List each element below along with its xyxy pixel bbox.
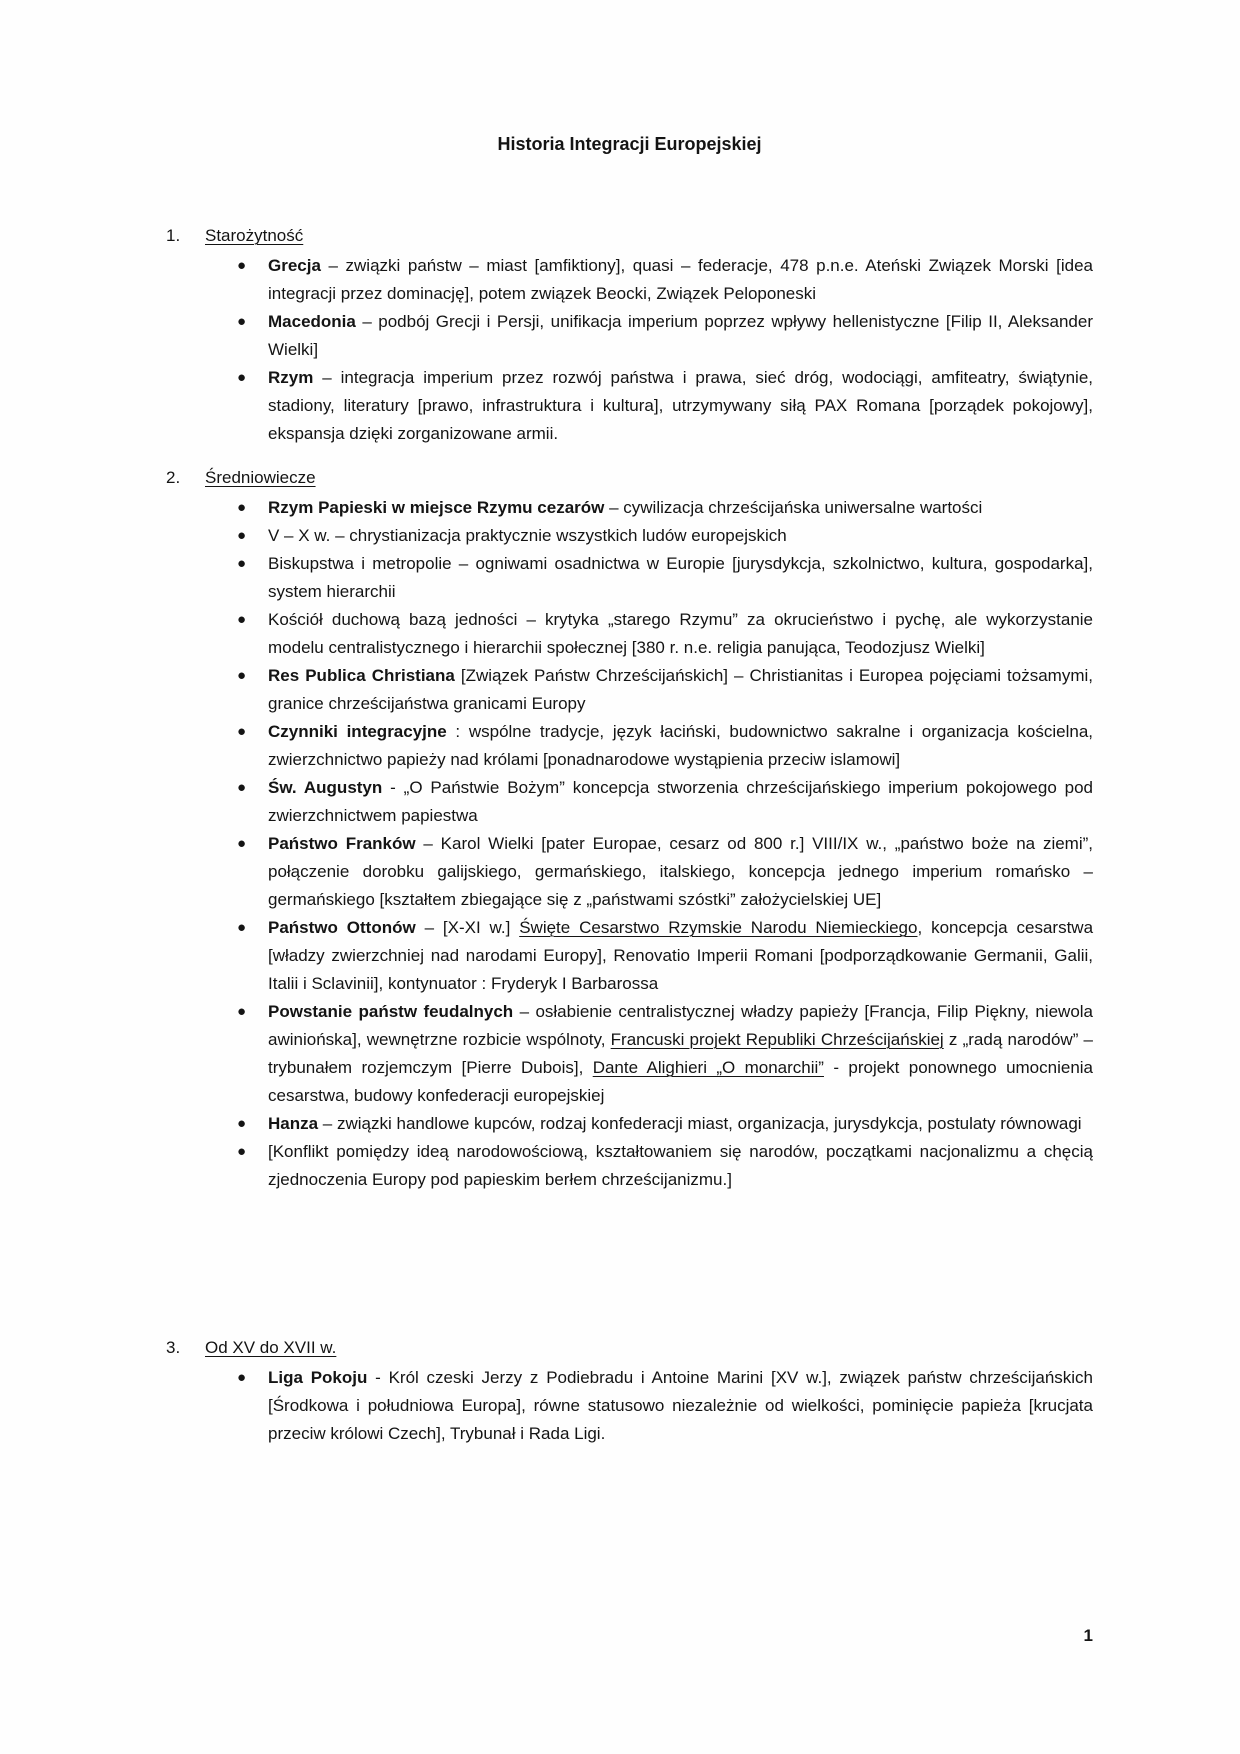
bullet-lead: Czynniki integracyjne	[268, 722, 447, 741]
bullet-item	[166, 494, 1093, 522]
bullet-text	[268, 494, 1093, 522]
bullet-body: – związki handlowe kupców, rodzaj konfederacji miast, organizacja, jurysdykcja, postulaty równowagi	[318, 1114, 1082, 1133]
section-od-xv-do-xvii	[166, 1334, 1093, 1448]
bullet-icon: ●	[237, 527, 247, 544]
bullet-body: [Konflikt pomiędzy ideą narodowościową, kształtowaniem się narodów, początkami nacjonalizmu a chęcią zjednoczenia Europy pod papieskim berłem chrześcijanizmu.]	[268, 1142, 1093, 1189]
bullet-text	[268, 718, 1093, 774]
bullet-text	[268, 998, 1093, 1110]
bullet-icon: ●	[237, 555, 247, 572]
bullet-item	[166, 1364, 1093, 1448]
bullet-body: – integracja imperium przez rozwój państwa i prawa, sieć dróg, wodociągi, amfiteatry, świątynie, stadiony, literatury [prawo, infrastruktura i kultura], utrzymywany siłą PAX Romana [porządek pokojowy], ekspansja dzięki zorganizowane armii.	[268, 368, 1093, 443]
section-heading	[166, 1334, 1093, 1362]
page-title: Historia Integracji Europejskiej	[497, 134, 762, 154]
bullet-text	[268, 364, 1093, 448]
bullet-body: – związki państw – miast [amfiktiony], quasi – federacje, 478 p.n.e. Ateński Związek Morski [idea integracji przez dominację], potem związek Beocki, Związek Peloponeski	[268, 256, 1093, 303]
bullet-body: - projekt ponownego umocnienia cesarstwa, budowy konfederacji europejskiej	[268, 1058, 1094, 1105]
bullet-body: V – X w. – chrystianizacja praktycznie wszystkich ludów europejskich	[268, 526, 787, 545]
bullet-item	[166, 914, 1093, 998]
bullet-lead: Res Publica Christiana	[268, 666, 455, 685]
bullet-body: – podbój Grecji i Persji, unifikacja imperium poprzez wpływy hellenistyczne [Filip II, Aleksander Wielki]	[268, 312, 1093, 359]
bullet-item	[166, 522, 1093, 550]
bullet-text	[268, 308, 1093, 364]
bullet-icon: ●	[237, 369, 247, 386]
section-starozytnosc	[166, 222, 1093, 448]
bullet-list	[166, 252, 1093, 448]
bullet-icon: ●	[237, 257, 247, 274]
bullet-body: - „O Państwie Bożym” koncepcja stworzenia chrześcijańskiego imperium pokojowego pod zwierzchnictwem papiestwa	[268, 778, 1093, 825]
bullet-item	[166, 308, 1093, 364]
bullet-lead: Państwo Ottonów	[268, 918, 416, 937]
bullet-body: z „radą narodów” – trybunałem rozjemczym [Pierre Dubois],	[268, 1030, 1094, 1077]
bullet-icon: ●	[237, 779, 247, 796]
bullet-icon: ●	[237, 723, 247, 740]
bullet-body: Kościół duchową bazą jedności – krytyka „starego Rzymu” za okrucieństwo i pychę, ale wykorzystanie modelu centralistycznego i hierarchii społecznej [380 r. n.e. religia panująca, Teodozjusz Wielki]	[268, 610, 1093, 657]
bullet-lead: Rzym	[268, 368, 314, 387]
bullet-item	[166, 774, 1093, 830]
bullet-text	[268, 830, 1093, 914]
bullet-text	[268, 1364, 1093, 1448]
bullet-lead: Św. Augustyn	[268, 778, 383, 797]
bullet-text	[268, 1110, 1093, 1138]
page-number: 1	[1083, 1626, 1093, 1645]
bullet-lead: Rzym Papieski w miejsce Rzymu cezarów	[268, 498, 605, 517]
bullet-icon: ●	[237, 667, 247, 684]
bullet-item	[166, 718, 1093, 774]
bullet-item	[166, 364, 1093, 448]
bullet-body: – Karol Wielki [pater Europae, cesarz od 800 r.] VIII/IX w., „państwo boże na ziemi”, połączenie dorobku galijskiego, germańskiego, italskiego, koncepcja jednego imperium romańsko – germańskiego [kształtem zbiegające się z „państwami szóstki” założycielskiej UE]	[268, 834, 1093, 909]
bullet-lead: Powstanie państw feudalnych	[268, 1002, 514, 1021]
bullet-body: - Król czeski Jerzy z Podiebradu i Antoine Marini [XV w.], związek państw chrześcijańskich [Środkowa i południowa Europa], równe statusowo niezależnie od wielkości, pominięcie papieża [krucjata przeciw królowi Czech], Trybunał i Rada Ligi.	[268, 1368, 1094, 1443]
bullet-body: – [X-XI w.]	[415, 918, 520, 937]
bullet-body: : wspólne tradycje, język łaciński, budownictwo sakralne i organizacja kościelna, zwierzchnictwo papieży nad królami [ponadnarodowe wystąpienia przeciw islamowi]	[268, 722, 1094, 769]
bullet-lead: Liga Pokoju	[268, 1368, 368, 1387]
section-title: Od XV do XVII w.	[205, 1338, 337, 1357]
bullet-underlined-text: Święte Cesarstwo Rzymskie Narodu Niemieckiego	[519, 918, 918, 937]
section-heading	[166, 222, 1093, 250]
bullet-item	[166, 1138, 1093, 1194]
section-number: 1.	[166, 226, 181, 245]
bullet-lead: Hanza	[268, 1114, 319, 1133]
bullet-body: – cywilizacja chrześcijańska uniwersalne wartości	[604, 498, 983, 517]
bullet-list	[166, 1364, 1093, 1448]
bullet-item	[166, 662, 1093, 718]
section-title: Średniowiecze	[205, 468, 316, 487]
bullet-icon: ●	[237, 835, 247, 852]
bullet-icon: ●	[237, 1369, 247, 1386]
bullet-icon: ●	[237, 1003, 247, 1020]
bullet-lead: Grecja	[268, 256, 321, 275]
bullet-text	[268, 606, 1093, 662]
bullet-item	[166, 252, 1093, 308]
bullet-icon: ●	[237, 313, 247, 330]
bullet-body: [Związek Państw Chrześcijańskich] – Christianitas i Europea pojęciami tożsamymi, granice chrześcijaństwa granicami Europy	[268, 666, 1093, 713]
bullet-underlined-text: Francuski projekt Republiki Chrześcijańskiej	[610, 1030, 944, 1049]
section-number: 3.	[166, 1338, 181, 1357]
section-heading	[166, 464, 1093, 492]
bullet-item	[166, 550, 1093, 606]
bullet-body: , koncepcja cesarstwa [władzy zwierzchniej nad narodami Europy], Renovatio Imperii Romani [podporządkowanie Germanii, Galii, Italii i Sclavinii], kontynuator : Fryderyk I Barbarossa	[268, 918, 1094, 993]
bullet-icon: ●	[237, 919, 247, 936]
bullet-icon: ●	[237, 611, 247, 628]
bullet-text	[268, 1138, 1093, 1194]
bullet-item	[166, 1110, 1093, 1138]
bullet-text	[268, 522, 1093, 550]
bullet-text	[268, 252, 1093, 308]
bullet-item	[166, 830, 1093, 914]
bullet-text	[268, 550, 1093, 606]
bullet-icon: ●	[237, 499, 247, 516]
bullet-item	[166, 606, 1093, 662]
bullet-icon: ●	[237, 1115, 247, 1132]
bullet-body: – osłabienie centralistycznej władzy papieży [Francja, Filip Piękny, niewola awiniońska], wewnętrzne rozbicie wspólnoty,	[268, 1002, 1093, 1049]
bullet-text	[268, 914, 1093, 998]
bullet-underlined-text: Dante Alighieri „O monarchii”	[592, 1058, 824, 1077]
bullet-item	[166, 998, 1093, 1110]
bullet-lead: Państwo Franków	[268, 834, 416, 853]
bullet-icon: ●	[237, 1143, 247, 1160]
bullet-list	[166, 494, 1093, 1194]
section-sredniowiecze	[166, 464, 1093, 1194]
bullet-text	[268, 774, 1093, 830]
section-number: 2.	[166, 468, 181, 487]
bullet-lead: Macedonia	[268, 312, 356, 331]
bullet-body: Biskupstwa i metropolie – ogniwami osadnictwa w Europie [jurysdykcja, szkolnictwo, kultura, gospodarka], system hierarchii	[268, 554, 1093, 601]
section-title: Starożytność	[205, 226, 304, 245]
bullet-text	[268, 662, 1093, 718]
